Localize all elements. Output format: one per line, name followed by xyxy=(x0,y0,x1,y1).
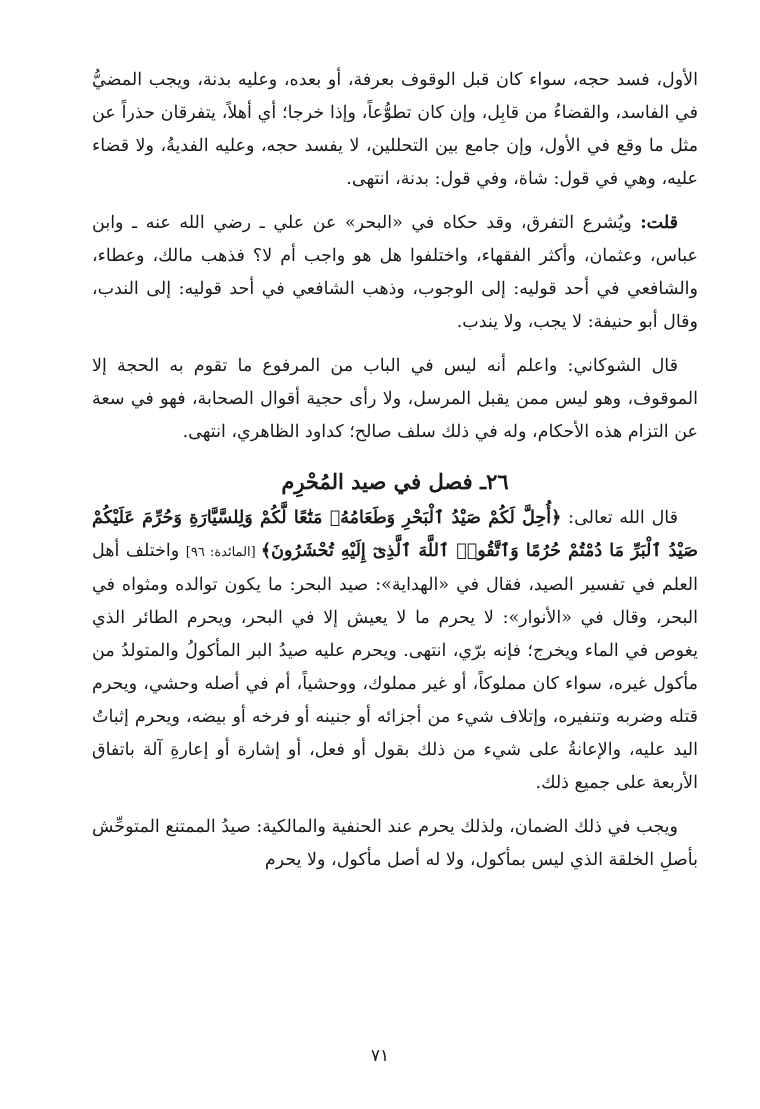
paragraph-daman: ويجب في ذلك الضمان، ولذلك يحرم عند الحنفية والمالكية: صيدُ الممتنع المتوحِّش بأصلِ الخلقة الذي ليس بمأكول، ولا له أصل مأكول، ولا يحرم xyxy=(92,817,698,870)
paragraph-verse xyxy=(92,502,698,800)
qultu-label: قلت: xyxy=(640,213,678,233)
section-heading: ٢٦ـ فصل في صيد المُحْرِم xyxy=(281,469,509,494)
paragraph-shawkani: قال الشوكاني: واعلم أنه ليس في الباب من المرفوع ما تقوم به الحجة إلا الموقوف، وهو ليس ممن يقبل المرسل، ولا رأى حجية أقوال الصحابة، فهو في سعة عن التزام هذه الأحكام، وله في ذلك سلف صالح؛ كداود الظاهري، انتهى. xyxy=(92,356,698,442)
quran-verse: ﴿أُحِلَّ لَكُمْ صَيْدُ ٱلْبَحْرِ وَطَعَامُهُۥ مَتَٰعًا لَّكُمْ وَلِلسَّيَّارَةِ وَحُرِّمَ عَلَيْكُمْ صَيْدُ ٱلْبَرِّ مَا دُمْتُمْ حُرُمًا وَٱتَّقُوا۟ ٱللَّهَ ٱلَّذِىٓ إِلَيْهِ تُحْشَرُونَ﴾ xyxy=(92,508,698,561)
page-body xyxy=(92,64,698,888)
verse-commentary: واختلف أهل العلم في تفسير الصيد، فقال في «الهداية»: صيد البحر: ما يكون توالده ومثواه في البحر، وقال في «الأنوار»: لا يحرم ما لا يعيش إلا في البحر، ويحرم الطائر الذي يغوص في الماء ويخرج؛ فإنه برّي، انتهى. ويحرم عليه صيدُ البر المأكولُ والمتولدُ من مأكول غيره، سواء كان مملوكاً، أو غير مملوك، ووحشياً، أم في أصله وحشي، ويحرم قتله وضربه وتنفيره، وإتلاف شيء من أجزائه أو جنينه أو فرخه أو بيضه، ويحرم إثباتُ اليد عليه، والإعانةُ على شيء من ذلك بقول أو فعل، أو إشارة أو إعارةِ آلة باتفاق الأربعة على جميع ذلك. xyxy=(92,541,698,793)
qultu-text: ويُشرع التفرق، وقد حكاه في «البحر» عن علي ـ رضي الله عنه ـ وابن عباس، وعثمان، وأكثر الفقهاء، واختلفوا هل هو واجب أم لا؟ فذهب مالك، وعطاء، والشافعي في أحد قوليه: إلى الوجوب، وذهب الشافعي في أحد قوليه: إلى الندب، وقال أبو حنيفة: لا يجب، ولا يندب. xyxy=(92,213,698,332)
verse-intro: قال الله تعالى: xyxy=(561,508,678,528)
paragraph-continuation: الأول، فسد حجه، سواء كان قبل الوقوف بعرفة، أو بعده، وعليه بدنة، ويجب المضيُّ في الفاسد، والقضاءُ من قابِل، وإن كان تطوُّعاً، وإذا خرجا؛ أي أهلاً، يتفرقان حذراً عن مثل ما وقع في الأول، وإن جامع بين التحللين، لا يفسد حجه، وعليه الفديةُ، ولا قضاء عليه، وهي في قول: شاة، وفي قول: بدنة، انتهى. xyxy=(92,70,698,189)
verse-reference: [المائدة: ٩٦] xyxy=(185,545,261,560)
paragraph-qultu xyxy=(92,207,698,339)
page-number: ٧١ xyxy=(370,1046,390,1066)
